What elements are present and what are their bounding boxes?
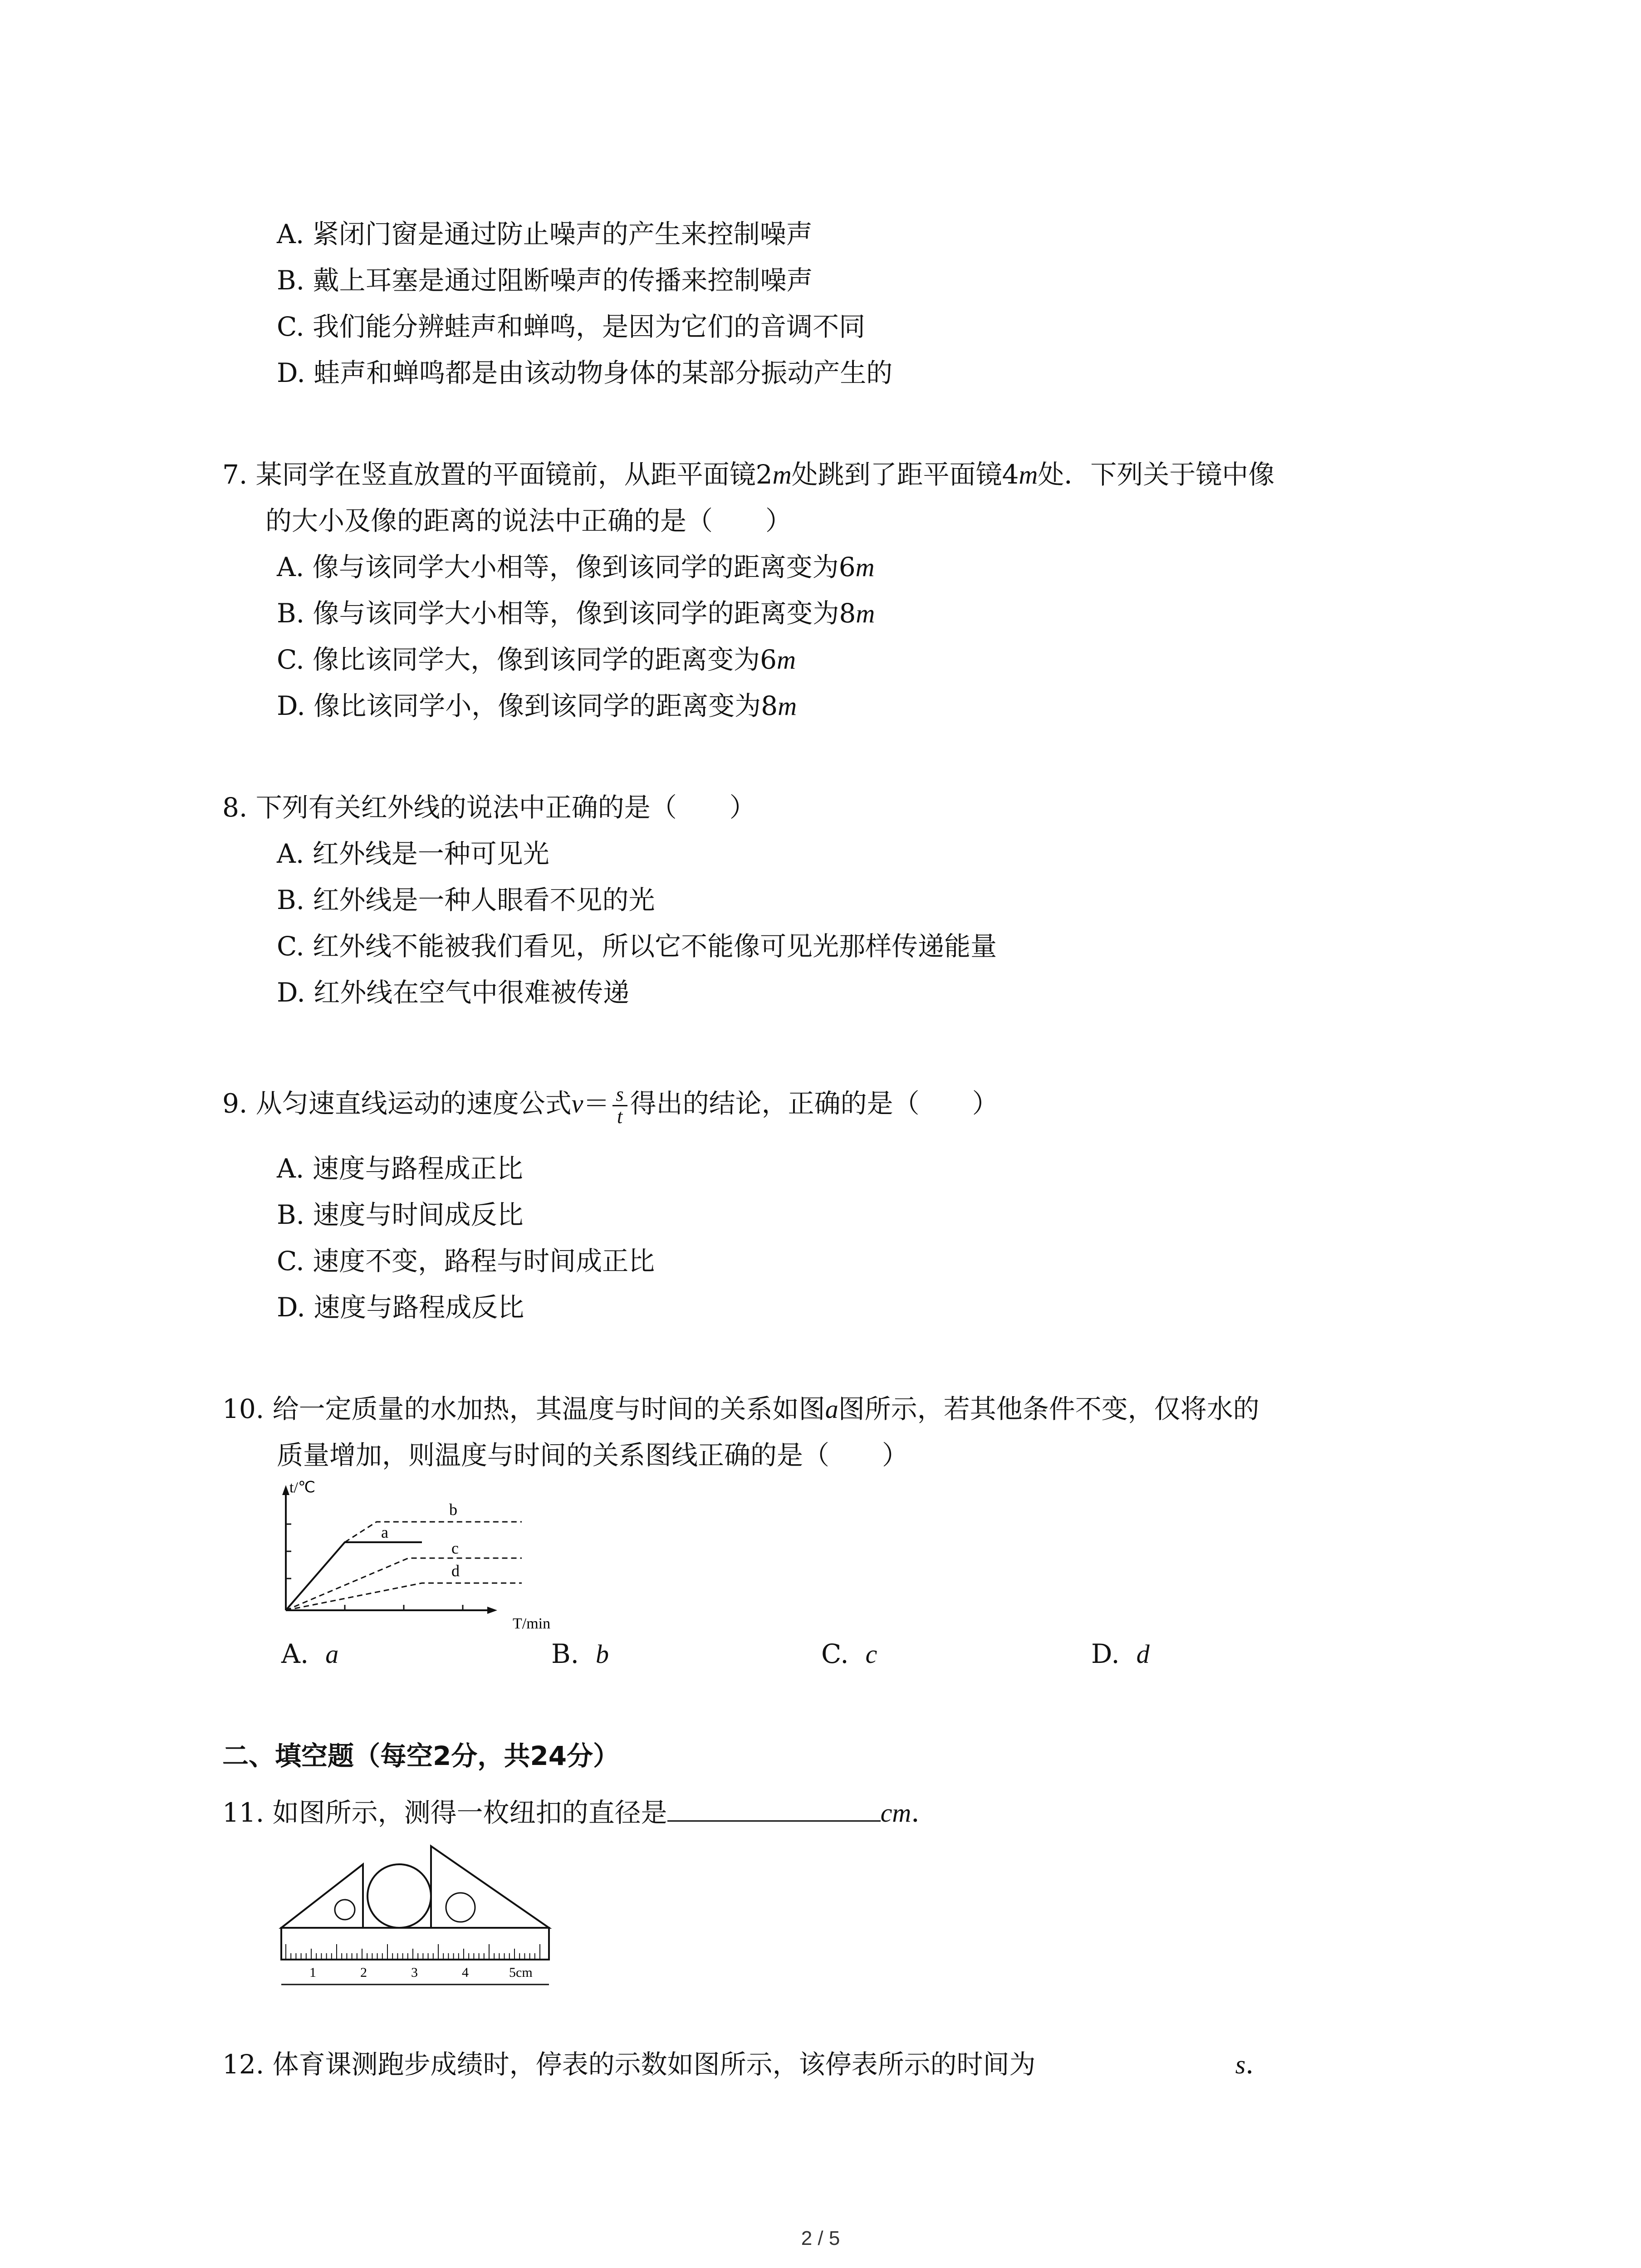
q11-stem: 11. 如图所示，测得一枚纽扣的直径是 cm． (222, 1794, 937, 1829)
ruler-label-5cm: 5cm (509, 1965, 533, 1980)
q10-option-b: B. b (551, 1638, 609, 1669)
q6-option-c: C. 我们能分辨蛙声和蝉鸣，是因为它们的音调不同 (277, 311, 866, 342)
q8-option-b: B. 红外线是一种人眼看不见的光 (277, 885, 655, 915)
q10-stem-line1: 10. 给一定质量的水加热，其温度与时间的关系如图a图所示，若其他条件不变，仅将水的 (222, 1393, 1259, 1424)
q10-stem-line2: 质量增加，则温度与时间的关系图线正确的是（ ） (277, 1440, 909, 1471)
q9-option-b: B. 速度与时间成反比 (277, 1199, 524, 1230)
ruler-label-1: 1 (309, 1965, 316, 1980)
q9-option-d: D. 速度与路程成反比 (277, 1292, 524, 1323)
temperature-time-graph (272, 1479, 572, 1633)
q8-option-d: D. 红外线在空气中很难被传递 (277, 977, 630, 1008)
curve-label-d: d (451, 1562, 460, 1580)
ruler-button-diagram (272, 1833, 563, 1996)
q9-stem: 9. 从匀速直线运动的速度公式v＝ $\frac{s}{t}$ 得出的结论，正确的是（ ） (222, 1083, 999, 1128)
q7-stem-line2: 的大小及像的距离的说法中正确的是（ ） (265, 505, 792, 536)
q10-option-d: D. d (1091, 1638, 1150, 1669)
q12-stem: 12. 体育课测跑步成绩时，停表的示数如图所示，该停表所示的时间为 s． (222, 2046, 1272, 2081)
q9-option-a: A. 速度与路程成正比 (277, 1153, 523, 1184)
q9-option-c: C. 速度不变，路程与时间成正比 (277, 1246, 655, 1276)
q7-option-b: B. 像与该同学大小相等，像到该同学的距离变为8m (277, 598, 875, 629)
q7-stem-line1: 7. 某同学在竖直放置的平面镜前，从距平面镜2m处跳到了距平面镜4m处．下列关于镜中像 (222, 459, 1275, 490)
q11-answer-blank[interactable] (667, 1794, 881, 1822)
curve-label-c: c (451, 1539, 459, 1557)
q7-option-a: A. 像与该同学大小相等，像到该同学的距离变为6m (277, 552, 875, 582)
page-number: 2 / 5 (801, 2227, 840, 2249)
ruler-label-3: 3 (411, 1965, 418, 1980)
section-heading: 二、填空题（每空2分，共24分） (222, 1740, 620, 1771)
q6-option-b: B. 戴上耳塞是通过阻断噪声的传播来控制噪声 (277, 265, 813, 296)
speed-formula-fraction: $\frac{s}{t}$ (612, 1084, 627, 1127)
q7-option-d: D. 像比该同学小，像到该同学的距离变为8m (277, 690, 797, 721)
q8-option-c: C. 红外线不能被我们看见，所以它不能像可见光那样传递能量 (277, 931, 997, 962)
q8-stem: 8. 下列有关红外线的说法中正确的是（ ） (222, 792, 756, 823)
ruler-label-2: 2 (360, 1965, 367, 1980)
q12-answer-blank[interactable] (1036, 2046, 1235, 2073)
axis-label-x: T/min (513, 1615, 551, 1632)
q6-option-d: D. 蛙声和蝉鸣都是由该动物身体的某部分振动产生的 (277, 357, 893, 388)
curve-label-a: a (381, 1523, 388, 1541)
q10-option-a: A. a (281, 1638, 339, 1669)
curve-label-b: b (449, 1501, 457, 1519)
q10-option-c: C. c (821, 1638, 877, 1669)
ruler-label-4: 4 (462, 1965, 469, 1980)
q6-option-a: A. 紧闭门窗是通过防止噪声的产生来控制噪声 (277, 219, 813, 249)
q8-option-a: A. 红外线是一种可见光 (277, 838, 549, 869)
axis-label-y: t/℃ (289, 1479, 316, 1496)
ruler-ticks (286, 1944, 540, 1960)
q7-option-c: C. 像比该同学大，像到该同学的距离变为6m (277, 644, 796, 675)
